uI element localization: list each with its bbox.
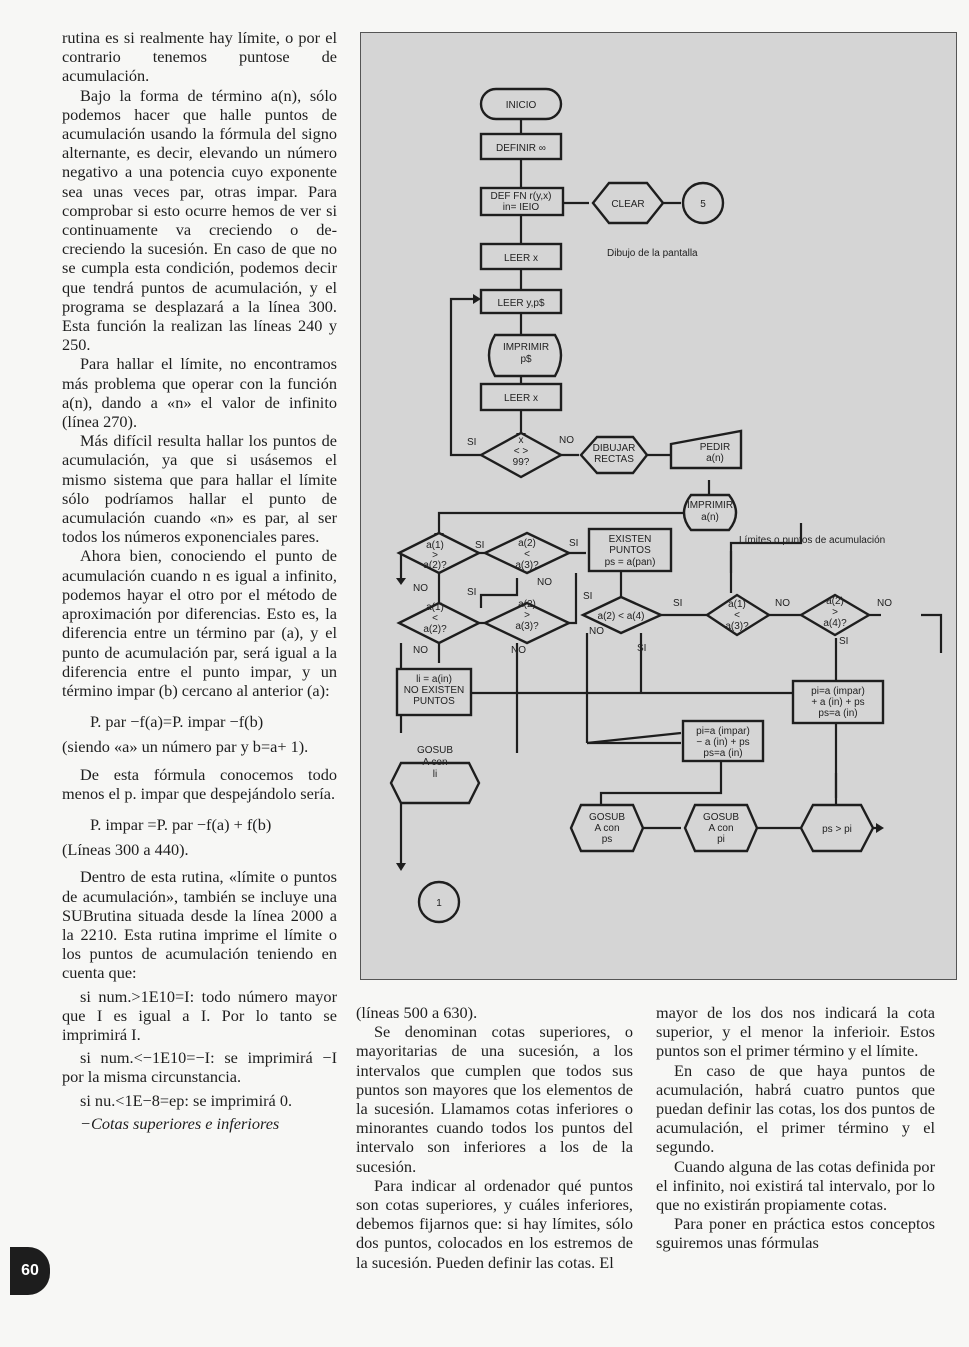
svg-text:PUNTOS: PUNTOS bbox=[609, 545, 651, 556]
decision-ps-gt-pi bbox=[801, 805, 873, 851]
paragraph: (líneas 500 a 630). bbox=[356, 1003, 478, 1022]
node-existen-puntos bbox=[589, 529, 671, 571]
decision-a2-gt-a4 bbox=[801, 595, 892, 647]
svg-text:RECTAS: RECTAS bbox=[594, 454, 634, 465]
svg-text:a(3)?: a(3)? bbox=[725, 621, 749, 632]
list-item: si nu.<1E−8=ep: se imprimirá 0. bbox=[80, 1090, 293, 1110]
svg-text:CLEAR: CLEAR bbox=[611, 199, 645, 210]
svg-text:DEF FN r(y,x): DEF FN r(y,x) bbox=[490, 191, 552, 202]
svg-text:NO EXISTEN: NO EXISTEN bbox=[403, 685, 465, 696]
paragraph: rutina es si realmente hay límite, o por el contrario tenemos puntose de acumulación. bbox=[62, 28, 337, 86]
paragraph: De esta fórmula conocemos todo menos el p. impar que despejándolo sería. bbox=[62, 764, 337, 803]
svg-text:DEFINIR ∞: DEFINIR ∞ bbox=[496, 143, 546, 154]
svg-text:a(2)?: a(2)? bbox=[423, 624, 447, 635]
svg-text:pi=a (impar): pi=a (impar) bbox=[696, 726, 750, 737]
svg-text:NO: NO bbox=[559, 435, 574, 446]
node-one bbox=[419, 882, 459, 922]
paragraph: Para hallar el límite, no encontramos más problema que operar con la función a(n), dando a «n» el valor de infinito (línea 270). bbox=[62, 354, 337, 432]
svg-text:a(n): a(n) bbox=[701, 512, 719, 523]
node-leer-x2 bbox=[481, 384, 561, 410]
svg-text:a(3)?: a(3)? bbox=[515, 560, 539, 571]
svg-text:>: > bbox=[524, 610, 530, 621]
node-def-fn bbox=[481, 188, 563, 215]
paragraph: Para poner en práctica estos conceptos sguiremos unas fórmulas bbox=[656, 1214, 935, 1253]
svg-text:1: 1 bbox=[436, 898, 442, 909]
node-five bbox=[683, 183, 723, 223]
svg-text:a(2): a(2) bbox=[518, 599, 536, 610]
flowchart-arrowheads bbox=[396, 134, 884, 871]
node-leer-yp bbox=[481, 290, 561, 313]
svg-text:<: < bbox=[524, 549, 530, 560]
text-column-left bbox=[62, 28, 337, 1133]
svg-text:SI: SI bbox=[637, 643, 647, 654]
svg-text:a(2): a(2) bbox=[826, 596, 844, 607]
decision-a1-gt-a2 bbox=[399, 533, 484, 594]
svg-text:li = a(in): li = a(in) bbox=[416, 674, 452, 685]
flowchart-figure bbox=[360, 32, 957, 980]
paragraph: (siendo «a» un número par y b=a+ 1). bbox=[62, 737, 309, 757]
node-definir bbox=[481, 134, 561, 159]
paragraph: Más difícil resulta hallar los puntos de acumulación, ya que si usásemos el mismo sistema que para hallar el límite sólo podríamos hallar el punto de acumulación cuando «n» es par, al ser todos los números exponenciales pares. bbox=[62, 431, 337, 547]
svg-text:EXISTEN: EXISTEN bbox=[608, 534, 652, 545]
caption-dibujo: Dibujo de la pantalla bbox=[607, 248, 698, 259]
svg-text:A con: A con bbox=[594, 823, 620, 834]
svg-text:DIBUJAR: DIBUJAR bbox=[592, 443, 636, 454]
node-dibujar-rectas bbox=[581, 437, 647, 473]
svg-text:LEER y,p$: LEER y,p$ bbox=[497, 298, 545, 309]
svg-text:< >: < > bbox=[513, 446, 529, 457]
node-gosub-ps bbox=[571, 805, 643, 851]
svg-text:<: < bbox=[432, 613, 438, 624]
svg-text:x: x bbox=[518, 435, 524, 446]
caption-limites: Límites o puntos de acumulación bbox=[739, 535, 886, 546]
svg-text:ps=a (in): ps=a (in) bbox=[703, 748, 743, 759]
svg-text:p$: p$ bbox=[520, 354, 532, 365]
node-pedir bbox=[671, 431, 741, 468]
paragraph: (Líneas 300 a 440). bbox=[62, 840, 189, 860]
svg-text:>: > bbox=[832, 607, 838, 618]
svg-text:LEER x: LEER x bbox=[504, 393, 538, 404]
svg-text:SI: SI bbox=[839, 636, 849, 647]
decision-a2-lt-a4 bbox=[583, 597, 661, 654]
svg-text:a(2) < a(4): a(2) < a(4) bbox=[597, 611, 645, 622]
svg-text:a(3)?: a(3)? bbox=[515, 621, 539, 632]
decision-a2-lt-a3 bbox=[485, 533, 578, 588]
svg-text:pi: pi bbox=[717, 834, 725, 845]
svg-text:li: li bbox=[432, 769, 438, 780]
paragraph: Dentro de esta rutina, «límite o puntos de acumulación», también se incluye una SUBrutina situada desde la línea 2000 a la 2210. Esta rutina imprime el límite o los puntos de acumulación teniendo en cuenta que: bbox=[62, 867, 337, 983]
node-gosub-li bbox=[391, 745, 479, 803]
svg-text:A con: A con bbox=[422, 757, 448, 768]
svg-text:5: 5 bbox=[700, 199, 706, 210]
list-item: si num.>1E10=I: todo número mayor que I es igual a I. Por lo tanto se imprimirá I. bbox=[62, 986, 337, 1044]
svg-text:SI: SI bbox=[569, 538, 579, 549]
svg-text:NO: NO bbox=[413, 583, 428, 594]
paragraph: Bajo la forma de término a(n), sólo podemos hacer que halle puntos de acumulación usando la fórmula del signo alternante, es decir, elevando un número negativo a una potencia cuyo exponente sea unas veces par, otras impar. Para comprobar si esto ocurre hemos de ver si continuamente va creciendo o decreciendo la sucesión. En caso de que no se cumpla esta condición, podemos decir que tendrá puntos de acumulación, y el programa se desplazará a la línea 300. Esta función la realizan las líneas 240 y 250. bbox=[62, 85, 337, 355]
svg-text:SI: SI bbox=[475, 540, 485, 551]
svg-text:NO: NO bbox=[537, 577, 552, 588]
node-li-no-existen bbox=[397, 669, 471, 715]
svg-text:− a (in) + ps: − a (in) + ps bbox=[696, 737, 750, 748]
svg-text:in= IEIO: in= IEIO bbox=[502, 202, 540, 213]
node-gosub-pi bbox=[685, 805, 757, 851]
list-item: si num.<−1E10=−I: se imprimirá −I por la misma circunstancia. bbox=[62, 1048, 337, 1087]
svg-text:NO: NO bbox=[589, 626, 604, 637]
svg-text:a(1): a(1) bbox=[426, 540, 444, 551]
svg-text:a(n): a(n) bbox=[706, 453, 724, 464]
svg-text:a(1): a(1) bbox=[426, 602, 444, 613]
svg-text:SI: SI bbox=[673, 598, 683, 609]
svg-text:PUNTOS: PUNTOS bbox=[413, 696, 455, 707]
node-imprimir-an bbox=[684, 495, 736, 530]
svg-text:a(1): a(1) bbox=[728, 599, 746, 610]
node-imprimir-p bbox=[489, 335, 561, 376]
svg-text:pi=a (impar): pi=a (impar) bbox=[811, 686, 865, 697]
svg-text:A con: A con bbox=[708, 823, 734, 834]
svg-text:IMPRIMIR: IMPRIMIR bbox=[686, 500, 734, 511]
paragraph: En caso de que haya puntos de acumulación, habrá cuatro puntos que puedan definir las cotas, los dos puntos de acumulación, el primer término y el segundo. bbox=[656, 1060, 935, 1157]
paragraph: Cuando alguna de las cotas definida por el infinito, noi existirá tal intervalo, por lo que no existirán propiamente cotas. bbox=[656, 1156, 935, 1215]
svg-text:99?: 99? bbox=[512, 457, 530, 468]
node-pi-minus bbox=[683, 721, 763, 761]
svg-text:>: > bbox=[432, 550, 438, 561]
svg-text:a(2)?: a(2)? bbox=[423, 560, 447, 571]
svg-text:SI: SI bbox=[583, 591, 593, 602]
svg-text:NO: NO bbox=[775, 598, 790, 609]
formula: P. impar =P. par −f(a) + f(b) bbox=[90, 814, 272, 834]
node-inicio bbox=[481, 89, 561, 119]
svg-text:IMPRIMIR: IMPRIMIR bbox=[502, 342, 550, 353]
section-heading: −Cotas superiores e inferiores bbox=[80, 1113, 280, 1133]
node-pi-plus bbox=[793, 681, 883, 723]
svg-text:PEDIR: PEDIR bbox=[699, 442, 731, 453]
paragraph: Se denominan cotas superiores, o mayoritarias de una sucesión, a los intervalos que cumplen que todos sus puntos son mayores que los elementos de la sucesión. Llamamos cotas inferiores o minorantes cuando todos los puntos del intervalo son inferiores a los de la sucesión. bbox=[356, 1022, 633, 1176]
node-clear bbox=[593, 183, 663, 223]
svg-text:SI: SI bbox=[467, 587, 477, 598]
svg-text:ps=a (in): ps=a (in) bbox=[818, 708, 858, 719]
text-column-middle bbox=[356, 1003, 633, 1272]
decision-x-99 bbox=[467, 433, 574, 477]
svg-text:ps = a(pan): ps = a(pan) bbox=[604, 557, 656, 568]
svg-text:SI: SI bbox=[467, 437, 477, 448]
page-number: 60 bbox=[10, 1247, 50, 1295]
svg-text:GOSUB: GOSUB bbox=[702, 812, 740, 823]
svg-text:<: < bbox=[734, 610, 740, 621]
svg-text:ps > pi: ps > pi bbox=[822, 824, 852, 835]
node-leer-x bbox=[481, 244, 561, 269]
flowchart-svg bbox=[361, 33, 958, 981]
formula: P. par −f(a)=P. impar −f(b) bbox=[90, 712, 264, 732]
paragraph: mayor de los dos nos indicará la cota superior, y el menor la inferioir. Estos puntos son el primer término y el límite. bbox=[656, 1003, 935, 1061]
svg-text:a(2): a(2) bbox=[518, 538, 536, 549]
text-column-right bbox=[656, 1003, 935, 1253]
svg-text:LEER x: LEER x bbox=[504, 253, 538, 264]
svg-text:GOSUB: GOSUB bbox=[588, 812, 626, 823]
svg-text:GOSUB: GOSUB bbox=[416, 745, 454, 756]
paragraph: Para indicar al ordenador qué puntos son cotas superiores, y cuáles inferiores, debemos fijarnos que: si hay límites, sólo dos puntos, colocados en los estremos de la sucesión. Pueden definir las cotas. El bbox=[356, 1175, 633, 1272]
svg-text:ps: ps bbox=[601, 834, 613, 845]
flowchart-connectors bbox=[401, 119, 941, 863]
svg-text:a(4)?: a(4)? bbox=[823, 618, 847, 629]
svg-text:INICIO: INICIO bbox=[505, 100, 537, 111]
paragraph: Ahora bien, conociendo el punto de acumulación cuando n es igual a infinito, podemos hayar el otro por el método de aproximación por diferencias. Esto es, la diferencia entre un término par (a), y el punto de acumulación par, será igual a la diferencia entre el punto impar, y un término impar (b) cercano al anterior (a): bbox=[62, 546, 337, 700]
svg-text:NO: NO bbox=[511, 645, 526, 656]
svg-text:NO: NO bbox=[413, 645, 428, 656]
svg-text:NO: NO bbox=[877, 598, 892, 609]
svg-text:+ a (in) + ps: + a (in) + ps bbox=[811, 697, 865, 708]
